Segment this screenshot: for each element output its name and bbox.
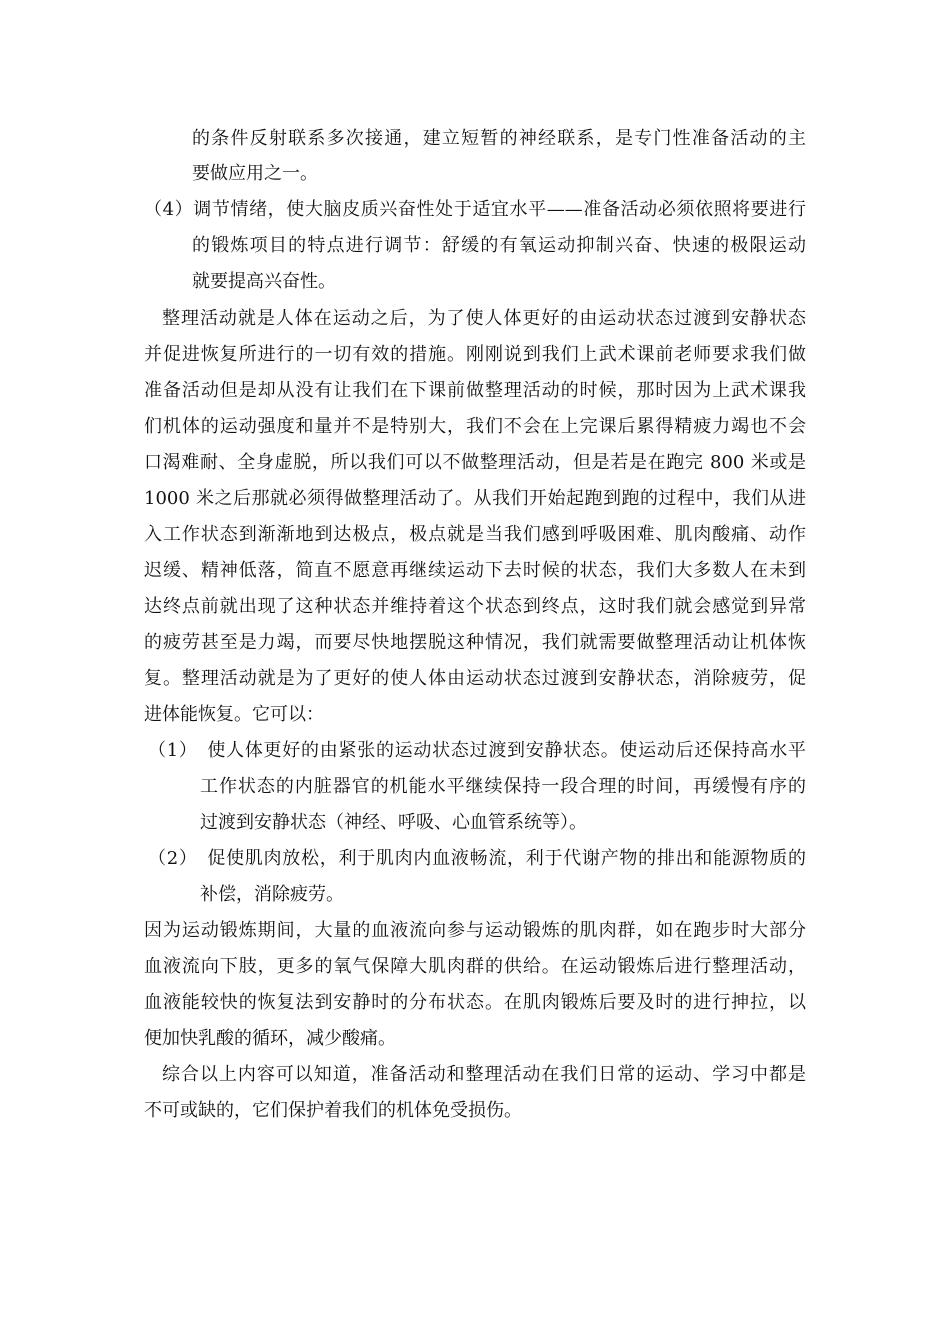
text-line: 的疲劳甚至是力竭，而要尽快地摆脱这种情况，我们就需要做整理活动让机体恢: [144, 632, 806, 653]
text-line: 入工作状态到渐渐地到达极点，极点就是当我们感到呼吸困难、肌肉酸痛、动作: [144, 524, 806, 545]
paragraph-first-line: 因为运动锻炼期间，大量的血液流向参与运动锻炼的肌肉群，如在跑步时大部分: [144, 920, 806, 941]
text-line: 准备活动但是却从没有让我们在下课前做整理活动的时候，那时因为上武术课我: [144, 380, 806, 401]
text-line: 1000 米之后那就必须得做整理活动了。从我们开始起跑到跑的过程中，我们从进: [144, 488, 806, 509]
list-item-1: （1） 使人体更好的由紧张的运动状态过渡到安静状态。使运动后还保持高水平: [148, 740, 806, 761]
text-line: 口渴难耐、全身虚脱，所以我们可以不做整理活动，但是若是在跑完 800 米或是: [144, 452, 806, 473]
text-line: 血液能较快的恢复法到安静时的分布状态。在肌肉锻炼后要及时的进行抻拉，以: [144, 992, 806, 1013]
list-item-4: （4）调节情绪，使大脑皮质兴奋性处于适宜水平——准备活动必须依照将要进行: [144, 199, 806, 220]
text-line: 不可或缺的，它们保护着我们的机体免受损伤。: [144, 1100, 522, 1121]
text-line: 就要提高兴奋性。: [192, 271, 336, 292]
paragraph-first-line: 整理活动就是人体在运动之后，为了使人体更好的由运动状态过渡到安静状态: [162, 308, 806, 329]
text-line: 复。整理活动就是为了更好的使人体由运动状态过渡到安静状态，消除疲劳，促: [144, 668, 806, 689]
text-line: 的条件反射联系多次接通，建立短暂的神经联系，是专门性准备活动的主: [192, 128, 806, 149]
text-line: 达终点前就出现了这种状态并维持着这个状态到终点，这时我们就会感觉到异常: [144, 596, 806, 617]
text-line: 便加快乳酸的循环，减少酸痛。: [144, 1028, 396, 1049]
text-line: 们机体的运动强度和量并不是特别大，我们不会在上完课后累得精疲力竭也不会: [144, 416, 806, 437]
text-line: 补偿，消除疲劳。: [200, 884, 344, 905]
text-line: 并促进恢复所进行的一切有效的措施。刚刚说到我们上武术课前老师要求我们做: [144, 344, 806, 365]
text-line: 迟缓、精神低落，简直不愿意再继续运动下去时候的状态，我们大多数人在未到: [144, 560, 806, 581]
text-line: 要做应用之一。: [192, 163, 318, 184]
paragraph-first-line: 综合以上内容可以知道，准备活动和整理活动在我们日常的运动、学习中都是: [162, 1064, 806, 1085]
list-item-2: （2） 促使肌肉放松，利于肌肉内血液畅流，利于代谢产物的排出和能源物质的: [148, 848, 806, 869]
text-line: 血液流向下肢，更多的氧气保障大肌肉群的供给。在运动锻炼后进行整理活动，: [144, 956, 806, 977]
text-line: 工作状态的内脏器官的机能水平继续保持一段合理的时间，再缓慢有序的: [200, 776, 806, 797]
text-line: 的锻炼项目的特点进行调节：舒缓的有氧运动抑制兴奋、快速的极限运动: [192, 235, 806, 256]
text-line: 过渡到安静状态（神经、呼吸、心血管系统等）。: [200, 812, 587, 833]
text-line: 进体能恢复。它可以：: [144, 704, 324, 725]
